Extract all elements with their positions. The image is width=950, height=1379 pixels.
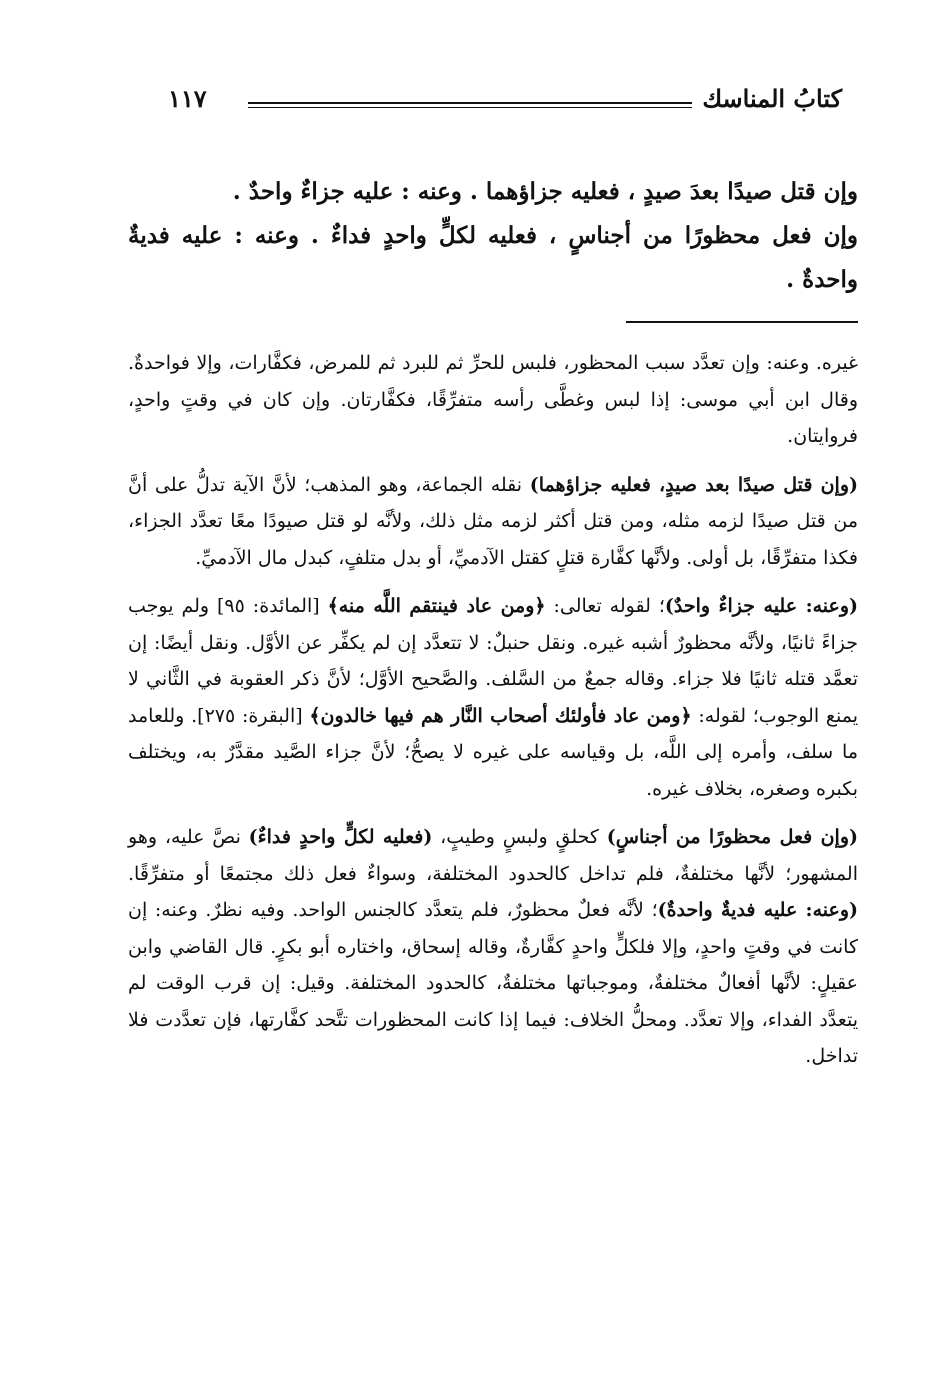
quoted-main-text: (وإن قتل صيدًا بعد صيدٍ، فعليه جزاؤهما): [529, 473, 859, 496]
main-text-line: وإن قتل صيدًا بعدَ صيدٍ ، فعليه جزاؤهما . وعنه : عليه جزاءٌ واحدٌ .: [232, 178, 858, 205]
running-title: كتابُ المناسك: [702, 84, 842, 113]
quoted-main-text: (فعليه لكلٍّ واحدٍ فداءٌ): [248, 826, 433, 848]
main-text: [128, 170, 858, 302]
paragraph-text: غيره. وعنه: وإن تعدَّد سبب المحظور، فلبس للحرِّ ثم للبرد ثم للمرض، فكفَّارات، وإلا فواحدةٌ. وقال ابن أبي موسى: إذا لبس وغطَّى رأسه متفرِّقًا، فكفَّارتان. وإن كان في وقتٍ واحدٍ، فروايتان.: [128, 352, 858, 447]
main-text-line: وإن فعل محظورًا من أجناسٍ ، فعليه لكلٍّ واحدٍ فداءٌ . وعنه : عليه فديةٌ واحدةٌ .: [128, 222, 858, 293]
paragraph-text: نصَّ عليه، وهو المشهور؛ لأنَّها مختلفةٌ، فلم تداخل كالحدود المختلفة، وسواءٌ فعل ذلك مجتمعًا أو متفرِّقًا.: [128, 826, 858, 885]
paragraph-text: [البقرة: ٢٧٥]. وللعامد ما سلف، وأمره إلى اللَّه، بل وقياسه على غيره لا يصحُّ؛ لأنَّ جزاء الصَّيد مقدَّرٌ به، ويختلف بكبره وصغره، بخلاف غيره.: [128, 704, 858, 800]
paragraph-text: ؛ لأنَّه فعلٌ محظورٌ، فلم يتعدَّد كالجنس الواحد. وفيه نظرٌ. وعنه: إن كانت في وقتٍ واحدٍ، وإلا فلكلٍّ واحدٍ كفَّارةٌ، وقاله إسحاق، واختاره أبو بكرٍ. قال القاضي وابن عقيلٍ: لأنَّها أفعالٌ مختلفةٌ، وموجباتها مختلفةٌ، كالحدود المختلفة. وقيل: إن قرب الوقت لم يتعدَّد الفداء، وإلا تعدَّد. ومحلُّ الخلاف: فيما إذا كانت المحظورات تتَّحد كفَّارتها، فإن تعدَّدت فلا تداخل.: [128, 899, 858, 1067]
paragraph-text: كحلقٍ ولبسٍ وطيبٍ،: [432, 826, 607, 848]
quoted-main-text: (وإن فعل محظورًا من أجناسٍ): [606, 826, 858, 848]
header-rule-thin: [248, 107, 692, 108]
commentary-paragraph: [128, 819, 858, 1075]
paragraph-text: نقله الجماعة، وهو المذهب؛ لأنَّ الآية تدلُّ على أنَّ من قتل صيدًا لزمه مثله، ومن قتل أكثر لزمه مثل ذلك، ولأنَّه لو قتل صيودًا معًا تعدَّد الجزاء، فكذا متفرِّقًا، بل أولى. ولأنَّها كفَّارة قتلٍ كقتل الآدميِّ، أو بدل متلفٍ، كبدل مال الآدميِّ.: [128, 473, 858, 569]
page-number: ١١٧: [168, 84, 207, 113]
quran-verse: ﴿ومن عاد فينتقم اللَّه منه﴾: [327, 595, 546, 617]
commentary-paragraph: [128, 345, 858, 455]
commentary-divider: [626, 321, 858, 323]
header-rule: [248, 102, 692, 104]
quran-verse: ﴿ومن عاد فأولئك أصحاب النَّار هم فيها خالدون﴾: [309, 704, 692, 727]
paragraph-text: ؛ لقوله تعالى:: [545, 595, 665, 617]
quoted-main-text: (وعنه: عليه فديةٌ واحدةٌ): [657, 899, 858, 921]
quoted-main-text: (وعنه: عليه جزاءٌ واحدٌ): [664, 595, 859, 617]
commentary-paragraph: [128, 467, 858, 577]
paragraph-text: [المائدة: ٩٥] ولم يوجب جزاءً ثانيًا، ولأنَّه محظورٌ أشبه غيره. ونقل حنبلٌ: لا تتعدَّد إن لم يكفِّر عن الأوَّل. ونقل أيضًا: إن تعمَّد قتله ثانيًا فلا جزاء. وقاله جمعٌ من السَّلف. والصَّحيح الأوَّل؛ لأنَّ ذكر العقوبة في الثَّاني لا يمنع الوجوب؛ لقوله:: [128, 595, 859, 727]
page-header: [168, 84, 842, 124]
commentary: [128, 345, 858, 1087]
commentary-paragraph: [128, 588, 858, 807]
